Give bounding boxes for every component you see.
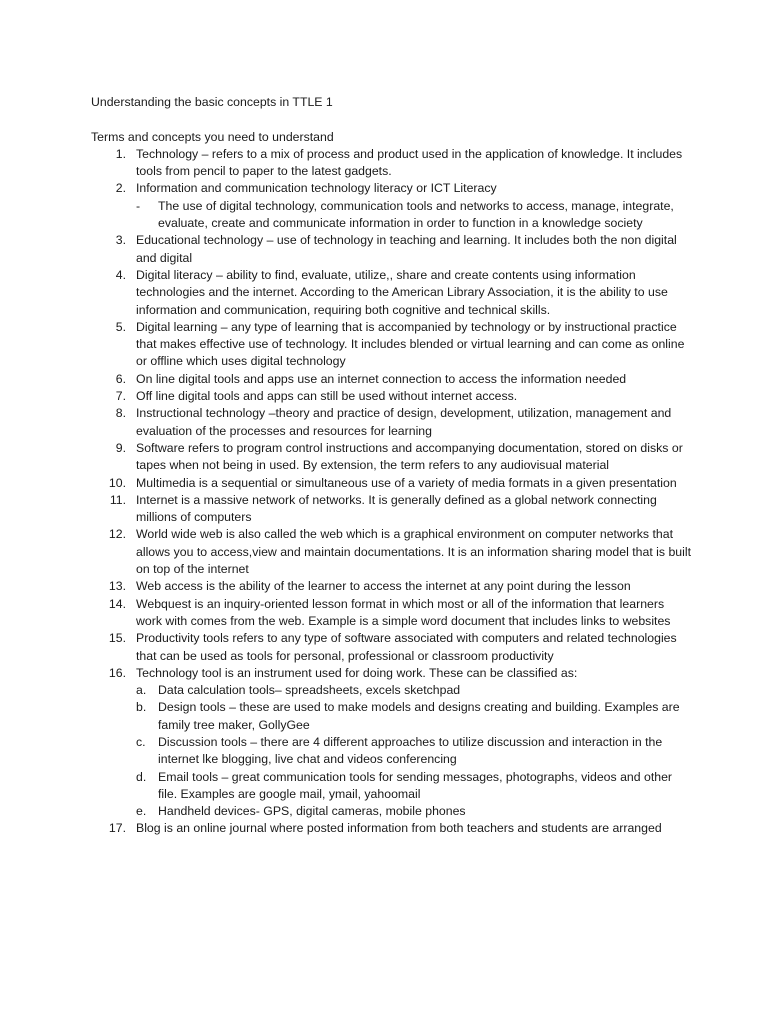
sub-item-text: Discussion tools – there are 4 different approaches to utilize discussion and interaction in the internet lke blogging, live chat and videos conferencing [158, 734, 663, 767]
item-number: 15. [108, 631, 126, 646]
item-number: 11. [109, 492, 126, 507]
sub-item-text: Data calculation tools– spreadsheets, excels sketchpad [158, 683, 461, 698]
list-item [91, 405, 691, 440]
item-number: 3. [115, 233, 126, 248]
terms-list [91, 146, 691, 838]
list-item [91, 371, 691, 388]
item-text: Information and communication technology literacy or ICT Literacy [136, 181, 497, 196]
item-text: Web access is the ability of the learner to access the internet at any point during the lesson [136, 579, 631, 594]
document-body [91, 94, 691, 838]
item-number: 9. [115, 440, 126, 455]
list-item [91, 578, 691, 595]
sub-list-item [136, 803, 691, 820]
sub-list-item [136, 699, 691, 734]
sub-list-item [136, 734, 691, 769]
item-text: World wide web is also called the web which is a graphical environment on computer networks that allows you to access,view and maintain documentations. It is an information sharing model that is built on top of the internet [136, 527, 692, 577]
sub-list-item [136, 198, 691, 233]
list-item [91, 492, 691, 527]
document-subtitle: Terms and concepts you need to understand [91, 129, 334, 144]
sub-list [136, 198, 691, 233]
sub-item-text: Handheld devices- GPS, digital cameras, mobile phones [158, 804, 466, 819]
sub-item-bullet: - [136, 198, 141, 213]
list-item [91, 146, 691, 181]
item-text: Digital literacy – ability to find, evaluate, utilize,, share and create contents using information technologies and the internet. According to the American Library Association, it is the ability to use information and communication, requiring both cognitive and technical skills. [136, 267, 668, 317]
sub-list-item [136, 682, 691, 699]
item-text: Instructional technology –theory and practice of design, development, utilization, management and evaluation of the processes and resources for learning [136, 406, 672, 438]
item-number: 16. [108, 665, 126, 680]
item-text: Off line digital tools and apps can still be used without internet access. [136, 389, 518, 404]
list-item [91, 665, 691, 821]
document-title: Understanding the basic concepts in TTLE 1 [91, 95, 333, 109]
sub-item-bullet: e. [136, 804, 147, 819]
item-number: 10. [108, 475, 126, 490]
list-item [91, 820, 691, 837]
item-text: Blog is an online journal where posted information from both teachers and students are arranged [136, 821, 662, 836]
item-number: 17. [108, 821, 126, 836]
item-number: 7. [115, 389, 126, 404]
list-item [91, 267, 691, 319]
item-text: Digital learning – any type of learning that is accompanied by technology or by instructional practice that makes effective use of technology. It includes blended or virtual learning and can come as online or offline which uses digital technology [136, 319, 685, 369]
item-number: 14. [108, 596, 126, 611]
item-number: 1. [115, 146, 126, 161]
item-number: 4. [115, 267, 126, 282]
sub-item-text: The use of digital technology, communication tools and networks to access, manage, integrate, evaluate, create and communicate information in order to function in a knowledge society [158, 198, 674, 231]
sub-item-bullet: d. [136, 769, 147, 784]
item-text: Technology – refers to a mix of process and product used in the application of knowledge. It includes tools from pencil to paper to the latest gadgets. [136, 146, 683, 179]
list-item [91, 232, 691, 267]
list-item [91, 319, 691, 371]
list-item [91, 388, 691, 405]
item-number: 2. [115, 181, 126, 196]
item-number: 5. [115, 319, 126, 334]
sub-list [136, 682, 691, 820]
item-text: Multimedia is a sequential or simultaneous use of a variety of media formats in a given presentation [136, 475, 677, 490]
item-text: Productivity tools refers to any type of software associated with computers and related technologies that can be used as tools for personal, professional or classroom productivity [136, 631, 677, 663]
item-text: Internet is a massive network of networks. It is generally defined as a global network connecting millions of computers [136, 492, 657, 525]
list-item [91, 526, 691, 578]
list-item [91, 440, 691, 475]
item-text: Webquest is an inquiry-oriented lesson format in which most or all of the information that learners work with comes from the web. Example is a simple word document that includes links to websites [136, 596, 671, 628]
sub-item-text: Design tools – these are used to make models and designs creating and building. Examples are family tree maker, GollyGee [158, 700, 680, 732]
item-text: Educational technology – use of technology in teaching and learning. It includes both the non digital and digital [136, 233, 677, 265]
list-item [91, 596, 691, 631]
list-item [91, 180, 691, 232]
item-text: Technology tool is an instrument used for doing work. These can be classified as: [136, 665, 578, 680]
item-number: 12. [108, 527, 126, 542]
sub-item-bullet: a. [136, 683, 147, 698]
item-text: On line digital tools and apps use an internet connection to access the information needed [136, 371, 627, 386]
list-item [91, 630, 691, 665]
sub-item-bullet: b. [136, 700, 147, 715]
item-number: 6. [115, 371, 126, 386]
sub-item-text: Email tools – great communication tools for sending messages, photographs, videos and other file. Examples are google mail, ymail, yahoomail [158, 769, 673, 801]
item-number: 8. [115, 406, 126, 421]
sub-item-bullet: c. [136, 734, 146, 749]
item-text: Software refers to program control instructions and accompanying documentation, stored on disks or tapes when not being in used. By extension, the term refers to any audiovisual material [136, 440, 683, 473]
sub-list-item [136, 769, 691, 804]
item-number: 13. [108, 579, 126, 594]
list-item [91, 475, 691, 492]
